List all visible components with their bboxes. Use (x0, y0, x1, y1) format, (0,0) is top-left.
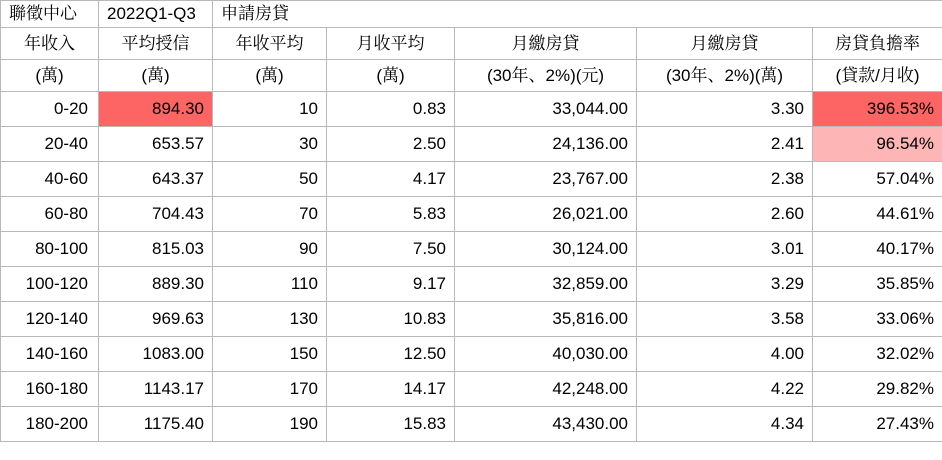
cell-credit[interactable]: 704.43 (99, 197, 213, 232)
cell-monthly-wan[interactable]: 3.58 (637, 302, 813, 337)
header-year-avg-line2: (萬) (213, 60, 327, 92)
header-month-avg-line2: (萬) (327, 60, 455, 92)
cell-income[interactable]: 80-100 (1, 232, 99, 267)
cell-burden[interactable]: 27.43% (813, 407, 942, 442)
cell-burden[interactable]: 44.61% (813, 197, 942, 232)
header-credit-line1: 平均授信 (99, 28, 213, 60)
cell-credit[interactable]: 1083.00 (99, 337, 213, 372)
cell-income[interactable]: 180-200 (1, 407, 99, 442)
cell-month-avg[interactable]: 15.83 (327, 407, 455, 442)
cell-income[interactable]: 40-60 (1, 162, 99, 197)
table-row[interactable] (1, 197, 942, 232)
cell-month-avg[interactable]: 5.83 (327, 197, 455, 232)
cell-month-avg[interactable]: 14.17 (327, 372, 455, 407)
table-body (1, 92, 942, 442)
cell-year-avg[interactable]: 150 (213, 337, 327, 372)
table-row[interactable] (1, 267, 942, 302)
cell-monthly-ntd[interactable]: 43,430.00 (455, 407, 637, 442)
header-income-line1: 年收入 (1, 28, 99, 60)
cell-credit[interactable]: 894.30 (99, 92, 213, 127)
cell-year-avg[interactable]: 130 (213, 302, 327, 337)
cell-monthly-ntd[interactable]: 33,044.00 (455, 92, 637, 127)
cell-income[interactable]: 120-140 (1, 302, 99, 337)
header-credit-line2: (萬) (99, 60, 213, 92)
cell-credit[interactable]: 815.03 (99, 232, 213, 267)
cell-credit[interactable]: 1143.17 (99, 372, 213, 407)
header-burden-line2: (貸款/月收) (813, 60, 942, 92)
cell-monthly-wan[interactable]: 2.60 (637, 197, 813, 232)
header-row-line1 (1, 28, 942, 60)
table-row[interactable] (1, 92, 942, 127)
cell-year-avg[interactable]: 110 (213, 267, 327, 302)
title-row (1, 1, 942, 28)
table-row[interactable] (1, 232, 942, 267)
cell-month-avg[interactable]: 2.50 (327, 127, 455, 162)
cell-month-avg[interactable]: 4.17 (327, 162, 455, 197)
header-income-line2: (萬) (1, 60, 99, 92)
cell-credit[interactable]: 643.37 (99, 162, 213, 197)
header-burden-line1: 房貸負擔率 (813, 28, 942, 60)
cell-monthly-wan[interactable]: 4.34 (637, 407, 813, 442)
cell-year-avg[interactable]: 10 (213, 92, 327, 127)
cell-year-avg[interactable]: 190 (213, 407, 327, 442)
header-month-avg-line1: 月收平均 (327, 28, 455, 60)
cell-burden[interactable]: 29.82% (813, 372, 942, 407)
cell-income[interactable]: 60-80 (1, 197, 99, 232)
cell-credit[interactable]: 1175.40 (99, 407, 213, 442)
cell-monthly-wan[interactable]: 3.29 (637, 267, 813, 302)
cell-year-avg[interactable]: 70 (213, 197, 327, 232)
header-monthly-ntd-line2: (30年、2%)(元) (455, 60, 637, 92)
cell-monthly-wan[interactable]: 4.00 (637, 337, 813, 372)
cell-monthly-ntd[interactable]: 30,124.00 (455, 232, 637, 267)
cell-income[interactable]: 160-180 (1, 372, 99, 407)
cell-monthly-wan[interactable]: 4.22 (637, 372, 813, 407)
table-row[interactable] (1, 372, 942, 407)
cell-year-avg[interactable]: 170 (213, 372, 327, 407)
cell-year-avg[interactable]: 30 (213, 127, 327, 162)
cell-monthly-wan[interactable]: 2.41 (637, 127, 813, 162)
cell-burden[interactable]: 40.17% (813, 232, 942, 267)
cell-credit[interactable]: 969.63 (99, 302, 213, 337)
title-cell-source[interactable]: 聯徵中心 (1, 1, 99, 28)
cell-year-avg[interactable]: 50 (213, 162, 327, 197)
cell-monthly-ntd[interactable]: 24,136.00 (455, 127, 637, 162)
cell-monthly-wan[interactable]: 2.38 (637, 162, 813, 197)
cell-burden[interactable]: 396.53% (813, 92, 942, 127)
cell-income[interactable]: 100-120 (1, 267, 99, 302)
cell-income[interactable]: 20-40 (1, 127, 99, 162)
cell-month-avg[interactable]: 9.17 (327, 267, 455, 302)
cell-burden[interactable]: 35.85% (813, 267, 942, 302)
cell-monthly-ntd[interactable]: 26,021.00 (455, 197, 637, 232)
cell-month-avg[interactable]: 10.83 (327, 302, 455, 337)
header-row-line2 (1, 60, 942, 92)
table-row[interactable] (1, 302, 942, 337)
cell-monthly-ntd[interactable]: 23,767.00 (455, 162, 637, 197)
cell-monthly-ntd[interactable]: 40,030.00 (455, 337, 637, 372)
cell-burden[interactable]: 57.04% (813, 162, 942, 197)
cell-year-avg[interactable]: 90 (213, 232, 327, 267)
cell-burden[interactable]: 96.54% (813, 127, 942, 162)
cell-burden[interactable]: 33.06% (813, 302, 942, 337)
cell-credit[interactable]: 889.30 (99, 267, 213, 302)
table-row[interactable] (1, 337, 942, 372)
cell-monthly-wan[interactable]: 3.01 (637, 232, 813, 267)
title-cell-period[interactable]: 2022Q1-Q3 (99, 1, 213, 28)
table-row[interactable] (1, 407, 942, 442)
header-monthly-wan-line1: 月繳房貸 (637, 28, 813, 60)
header-monthly-wan-line2: (30年、2%)(萬) (637, 60, 813, 92)
cell-month-avg[interactable]: 7.50 (327, 232, 455, 267)
cell-month-avg[interactable]: 12.50 (327, 337, 455, 372)
cell-monthly-ntd[interactable]: 42,248.00 (455, 372, 637, 407)
cell-income[interactable]: 0-20 (1, 92, 99, 127)
header-year-avg-line1: 年收平均 (213, 28, 327, 60)
table-row[interactable] (1, 127, 942, 162)
cell-monthly-ntd[interactable]: 35,816.00 (455, 302, 637, 337)
title-cell-subject[interactable]: 申請房貸 (213, 1, 942, 28)
cell-monthly-ntd[interactable]: 32,859.00 (455, 267, 637, 302)
table-row[interactable] (1, 162, 942, 197)
cell-income[interactable]: 140-160 (1, 337, 99, 372)
header-monthly-ntd-line1: 月繳房貸 (455, 28, 637, 60)
cell-month-avg[interactable]: 0.83 (327, 92, 455, 127)
cell-burden[interactable]: 32.02% (813, 337, 942, 372)
cell-credit[interactable]: 653.57 (99, 127, 213, 162)
cell-monthly-wan[interactable]: 3.30 (637, 92, 813, 127)
